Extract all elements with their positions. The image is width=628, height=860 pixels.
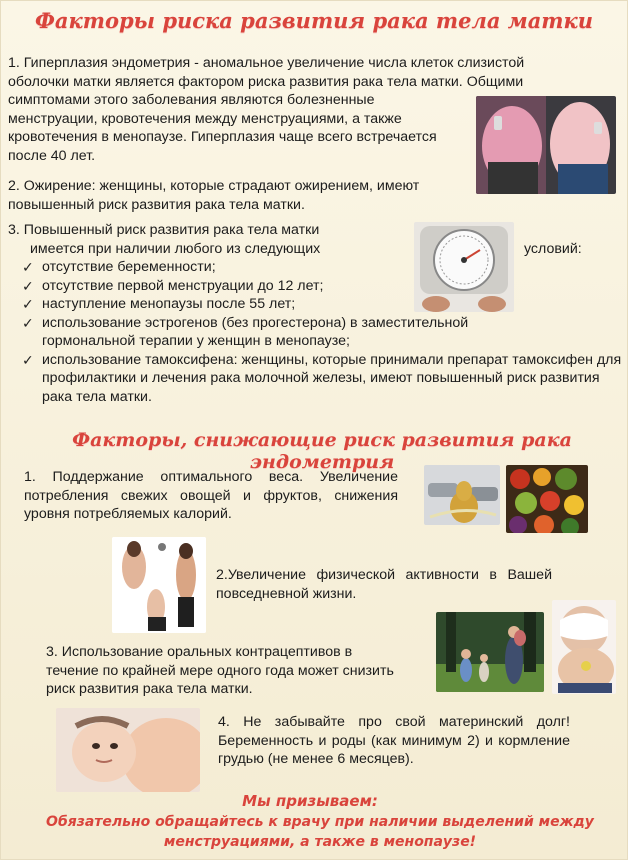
checkmark-icon: ✓ xyxy=(22,296,34,312)
risk-1-line2: оболочки матки является фактором риска развития рака тела матки. Общими xyxy=(8,73,524,90)
call-text: Обязательно обращайтесь к врачу при наличии выделений между менструациями, а также в менопаузе! xyxy=(46,814,594,850)
risk-3-intro-a: 3. Повышенный риск развития рака тела матки xyxy=(8,222,320,238)
risk-1-line1: 1. Гиперплазия эндометрия - аномальное увеличение числа клеток слизистой xyxy=(8,55,525,71)
reduce-4-text: 4. Не забывайте про свой материнский долг! Беременность и роды (как минимум 2) и кормление грудью (не менее 6 месяцев). xyxy=(218,714,570,767)
fitness-women-photo xyxy=(112,537,206,633)
checkmark-icon: ✓ xyxy=(22,277,34,294)
risk-3-intro-c: условий: xyxy=(524,240,582,257)
checkmark-icon: ✓ xyxy=(22,314,34,331)
list-item: ✓ наступление менопаузы после 55 лет; xyxy=(22,296,296,312)
call-title: Мы призываем: xyxy=(242,792,378,810)
pregnant-woman-photo xyxy=(552,600,616,694)
women-measuring-waist-photo xyxy=(476,96,616,194)
checkmark-icon: ✓ xyxy=(22,259,34,275)
pear-dumbbells-photo xyxy=(424,465,500,525)
breastfeeding-baby-photo xyxy=(56,708,200,792)
reducing-factors-title: Факторы, снижающие риск развития рака эндометрия xyxy=(72,429,572,473)
list-item: ✓ использование тамоксифена: женщины, которые принимали препарат тамоксифен для профилактики и лечения рака молочной железы, имеют повышенный риск развития рака тела матки. xyxy=(22,351,622,405)
vegetables-fruits-photo xyxy=(506,465,588,533)
reduce-1-text: 1. Поддержание оптимального веса. Увеличение потребления свежих овощей и фруктов, снижения уровня потребляемых калорий. xyxy=(24,469,398,522)
risk-3-intro-b: имеется при наличии любого из следующих xyxy=(30,240,321,257)
risk-2-text: 2. Ожирение: женщины, которые страдают ожирением, имеют повышенный риск развития рака тела матки. xyxy=(8,178,420,213)
risk-1-rest: симптомами этого заболевания являются болезненные менструации, кровотечения между менструациями, а также кровотечения в менопаузе. Гиперплазия чаще всего встречается после 40 лет. xyxy=(8,92,437,164)
list-item: ✓ использование эстрогенов (без прогестерона) в заместительной гормональной терапии у женщин в менопаузе; xyxy=(22,314,469,349)
family-walking-photo xyxy=(436,612,544,692)
checkmark-icon: ✓ xyxy=(22,351,34,368)
reduce-2-text: 2.Увеличение физической активности в Вашей повседневной жизни. xyxy=(216,567,552,602)
list-item: ✓ отсутствие первой менструации до 12 лет; xyxy=(22,277,324,294)
conditions-list xyxy=(22,258,622,406)
list-item: ✓ отсутствие беременности; xyxy=(22,259,216,275)
risk-factors-title: Факторы риска развития рака тела матки xyxy=(34,8,594,33)
reduce-3-text: 3. Использование оральных контрацептивов в течение по крайней мере одного года может снизить риск развития рака тела матки. xyxy=(46,644,394,697)
